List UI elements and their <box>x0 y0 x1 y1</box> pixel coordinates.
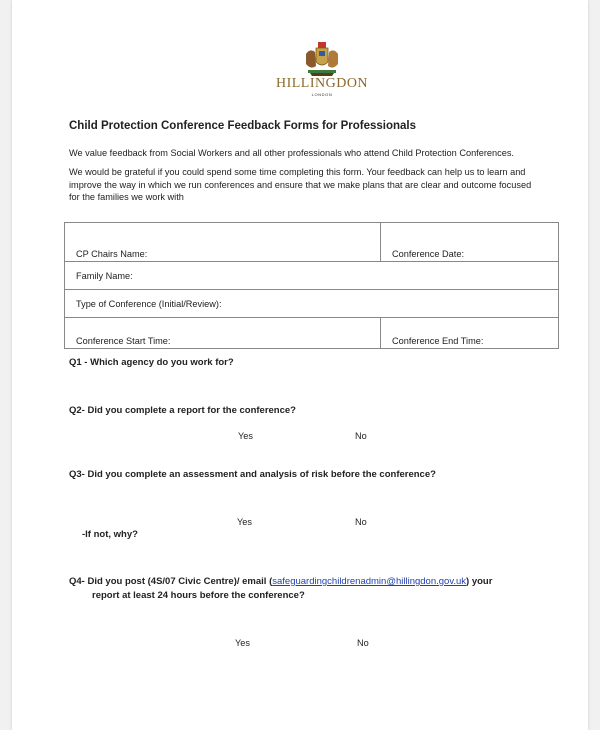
logo-wordmark: HILLINGDON <box>275 76 369 91</box>
conference-date-field[interactable]: Conference Date: <box>381 223 559 262</box>
coat-of-arms-icon <box>300 40 344 78</box>
hillingdon-logo <box>262 40 382 100</box>
intro-paragraph-1: We value feedback from Social Workers and all other professionals who attend Child Protection Conferences. <box>69 148 514 158</box>
q2-no-option[interactable]: No <box>355 431 367 441</box>
question-4-line-1 <box>69 576 492 587</box>
logo-subtitle: LONDON <box>311 92 333 97</box>
conference-start-time-field[interactable]: Conference Start Time: <box>65 318 381 349</box>
cp-chairs-name-field[interactable]: CP Chairs Name: <box>65 223 381 262</box>
conference-end-time-field[interactable]: Conference End Time: <box>381 318 559 349</box>
question-1: Q1 - Which agency do you work for? <box>69 357 234 368</box>
type-of-conference-field[interactable]: Type of Conference (Initial/Review): <box>65 290 559 318</box>
q4-yes-option[interactable]: Yes <box>235 638 250 648</box>
q4-no-option[interactable]: No <box>357 638 369 648</box>
q4-suffix-text: ) your <box>466 576 493 587</box>
family-name-field[interactable]: Family Name: <box>65 262 559 290</box>
q4-prefix-text: Q4- Did you post (4S/07 Civic Centre)/ email ( <box>69 576 273 587</box>
intro-paragraph-2: We would be grateful if you could spend some time completing this form. Your feedback can help us to learn and improve the way in which we run conferences and ensure that we make plans that are clear and outcome focused for the families we work with <box>69 167 532 202</box>
q3-followup-question: -If not, why? <box>82 529 138 540</box>
question-4-line-2: report at least 24 hours before the conference? <box>92 590 305 601</box>
question-3: Q3- Did you complete an assessment and analysis of risk before the conference? <box>69 469 436 480</box>
document-title: Child Protection Conference Feedback Forms for Professionals <box>69 120 416 132</box>
document-page <box>12 0 588 730</box>
question-2: Q2- Did you complete a report for the conference? <box>69 405 296 416</box>
q3-no-option[interactable]: No <box>355 517 367 527</box>
q2-yes-option[interactable]: Yes <box>238 431 253 441</box>
q3-yes-option[interactable]: Yes <box>237 517 252 527</box>
q4-email-link[interactable]: safeguardingchildrenadmin@hillingdon.gov.uk <box>272 576 467 587</box>
conference-details-table <box>64 222 559 349</box>
